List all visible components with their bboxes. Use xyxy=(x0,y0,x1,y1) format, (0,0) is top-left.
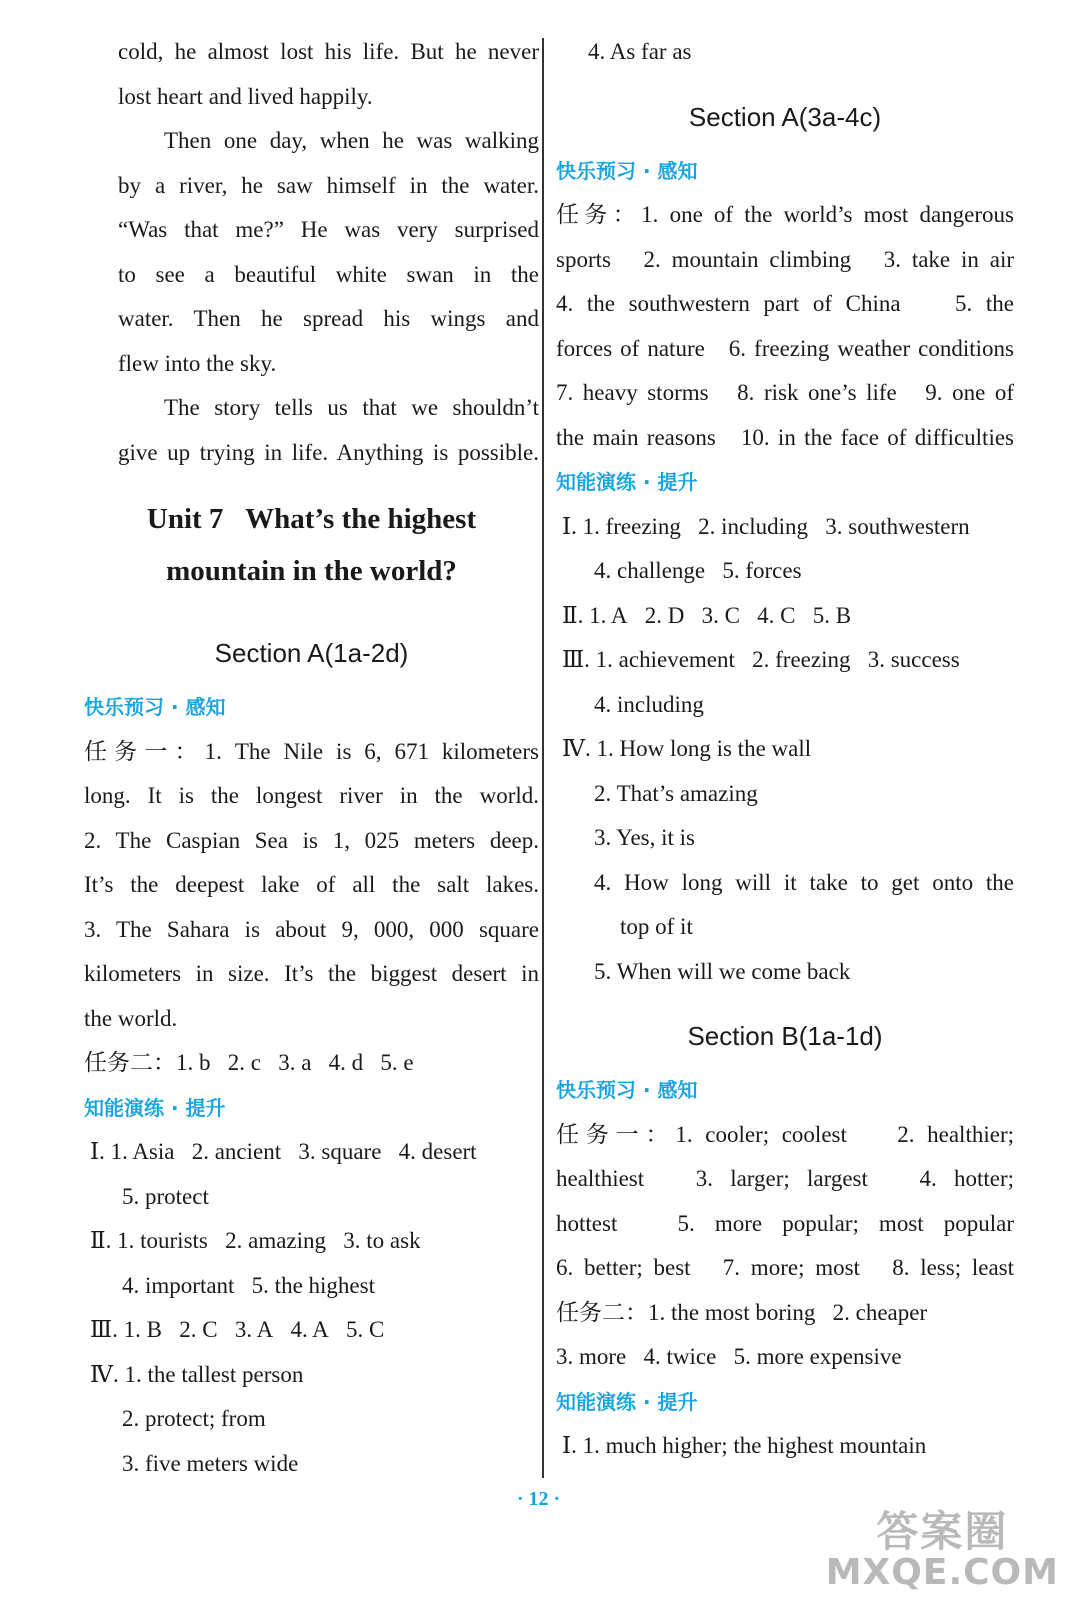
answer-line: 5. When will we come back xyxy=(594,958,851,984)
answer-line: top of it xyxy=(620,914,693,939)
text-line: 任务二：1. b 2. c 3. a 4. d 5. e xyxy=(84,1050,414,1075)
watermark-cn: 答案圈 xyxy=(876,1507,1009,1557)
answer-line: 3. five meters wide xyxy=(122,1450,299,1476)
section-title: Section B(1a-1d) xyxy=(687,1021,883,1051)
text-line: 任务一：1. cooler; coolest 2. healthier; xyxy=(556,1121,1014,1147)
answer-line: 4. How long will it take to get onto the xyxy=(594,869,1014,895)
text-line: the main reasons 10. in the face of difficulties xyxy=(556,424,1014,450)
answer-line: 2. protect; from xyxy=(122,1406,266,1431)
section-title: Section A(3a-4c) xyxy=(688,101,882,132)
answer-line: 4. challenge 5. forces xyxy=(594,558,802,583)
text-line: Then one day, when he was walking xyxy=(164,128,539,153)
text-line: flew into the sky. xyxy=(118,350,277,376)
text-line: 7. heavy storms 8. risk one’s life 9. one of xyxy=(556,380,1014,405)
text-line: It’s the deepest lake of all the salt lakes. xyxy=(84,872,539,897)
text-line: 任务：1. one of the world’s most dangerous xyxy=(556,202,1014,227)
text-line: lost heart and lived happily. xyxy=(118,83,373,109)
text-line: by a river, he saw himself in the water. xyxy=(118,172,539,198)
answer-line: 4. including xyxy=(594,691,704,717)
answer-line: Ⅱ. 1. tourists 2. amazing 3. to ask xyxy=(90,1228,421,1253)
text-line: The story tells us that we shouldn’t xyxy=(164,395,539,420)
answer-line: 5. protect xyxy=(122,1183,209,1209)
watermark-en: MXQE.COM xyxy=(825,1552,1059,1594)
text-line: 4. the southwestern part of China 5. the xyxy=(556,291,1014,316)
answer-line: Ⅲ. 1. B 2. C 3. A 4. A 5. C xyxy=(90,1317,385,1342)
practice-heading: 知能演练 · 提升 xyxy=(556,470,698,494)
answer-line: Ⅱ. 1. A 2. D 3. C 4. C 5. B xyxy=(562,602,852,628)
section-title: Section A(1a-2d) xyxy=(214,638,409,668)
answer-line: Ⅰ. 1. Asia 2. ancient 3. square 4. desert xyxy=(90,1139,477,1164)
answer-line: 4. As far as xyxy=(588,39,692,64)
text-line: forces of nature 6. freezing weather conditions xyxy=(556,335,1014,361)
text-line: cold, he almost lost his life. But he never xyxy=(118,39,539,64)
page-number: · 12 · xyxy=(516,1488,561,1510)
unit-title-line2: mountain in the world? xyxy=(166,555,457,587)
text-line: give up trying in life. Anything is possible. xyxy=(118,439,539,465)
practice-heading: 知能演练 · 提升 xyxy=(84,1095,226,1120)
text-line: 任务一：1. The Nile is 6, 671 kilometers xyxy=(84,738,539,764)
answer-line: Ⅰ. 1. freezing 2. including 3. southwestern xyxy=(562,513,970,539)
text-line: 任务二：1. the most boring 2. cheaper xyxy=(556,1299,928,1325)
answer-line: Ⅰ. 1. much higher; the highest mountain xyxy=(562,1433,927,1458)
text-line: sports 2. mountain climbing 3. take in air xyxy=(556,246,1014,272)
answer-line: 3. Yes, it is xyxy=(594,825,695,850)
preview-heading: 快乐预习 · 感知 xyxy=(556,158,698,183)
answer-line: Ⅳ. 1. How long is the wall xyxy=(562,736,812,761)
text-line: 2. The Caspian Sea is 1, 025 meters deep. xyxy=(84,827,539,853)
answer-line: 2. That’s amazing xyxy=(594,780,758,806)
text-line: 3. more 4. twice 5. more expensive xyxy=(556,1344,902,1369)
unit-title-line1: Unit 7 What’s the highest xyxy=(146,503,477,535)
right-column xyxy=(556,30,1014,1469)
text-line: to see a beautiful white swan in the xyxy=(118,261,539,287)
practice-heading: 知能演练 · 提升 xyxy=(556,1389,698,1414)
text-line: 3. The Sahara is about 9, 000, 000 square xyxy=(84,916,539,942)
text-line: kilometers in size. It’s the biggest desert in xyxy=(84,961,539,986)
text-line: 6. better; best 7. more; most 8. less; least xyxy=(556,1255,1014,1280)
left-column xyxy=(84,30,539,1486)
answer-line: Ⅲ. 1. achievement 2. freezing 3. success xyxy=(562,647,960,672)
text-line: “Was that me?” He was very surprised xyxy=(118,217,539,242)
preview-heading: 快乐预习 · 感知 xyxy=(556,1078,698,1102)
text-line: long. It is the longest river in the world. xyxy=(84,783,539,808)
preview-heading: 快乐预习 · 感知 xyxy=(84,695,226,719)
answer-line: Ⅳ. 1. the tallest person xyxy=(90,1361,304,1387)
answer-line: 4. important 5. the highest xyxy=(122,1272,375,1298)
watermark xyxy=(825,1507,1059,1594)
text-line: hottest 5. more popular; most popular xyxy=(556,1210,1014,1236)
text-line: healthiest 3. larger; largest 4. hotter; xyxy=(556,1166,1014,1191)
text-line: the world. xyxy=(84,1005,178,1031)
text-line: water. Then he spread his wings and xyxy=(118,306,539,331)
column-divider xyxy=(542,38,544,1478)
